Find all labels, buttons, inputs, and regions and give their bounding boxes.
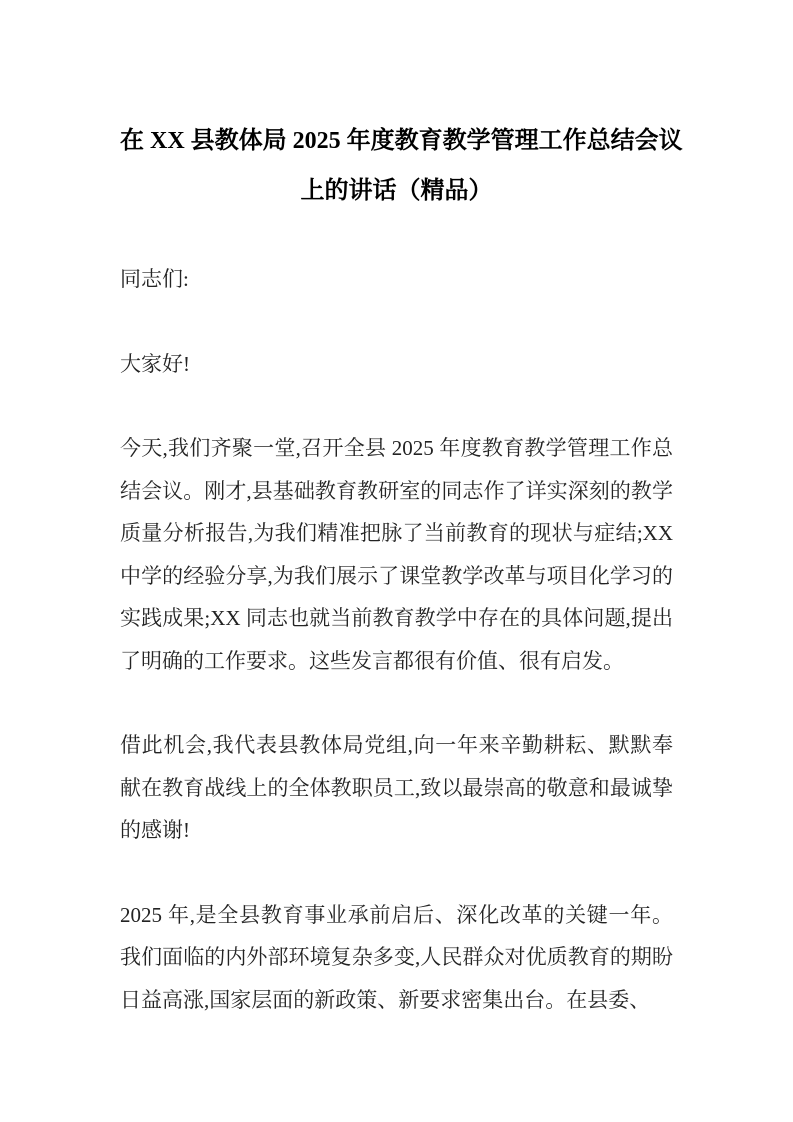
paragraph-1: 同志们: — [120, 267, 189, 291]
paragraph-3: 今天,我们齐聚一堂,召开全县 2025 年度教育教学管理工作总结会议。刚才,县基础教育教研室的同志作了详实深刻的教学质量分析报告,为我们精准把脉了当前教育的现状与症结;XX 中学的经验分享,为我们展示了课堂教学改革与项目化学习的实践成果;XX 同志也就当前教育教学中存在的具体问题,提出了明确的工作要求。这些发言都很有价值、很有启发。 — [120, 436, 673, 673]
paragraph-4: 借此机会,我代表县教体局党组,向一年来辛勤耕耘、默默奉献在教育战线上的全体教职员工,致以最崇高的敬意和最诚挚的感谢! — [120, 733, 673, 842]
document-body — [120, 258, 673, 1021]
paragraph-2: 大家好! — [120, 351, 190, 376]
paragraph-5: 2025 年,是全县教育事业承前启后、深化改革的关键一年。我们面临的内外部环境复杂多变,人民群众对优质教育的期盼日益高涨,国家层面的新政策、新要求密集出台。在县委、 — [120, 902, 673, 1012]
document-title-line-1: 在 XX 县教体局 2025 年度教育教学管理工作总结会议 — [120, 128, 683, 154]
document-title — [120, 116, 683, 216]
document-title-line-2: 上的讲话（精品） — [300, 178, 493, 204]
